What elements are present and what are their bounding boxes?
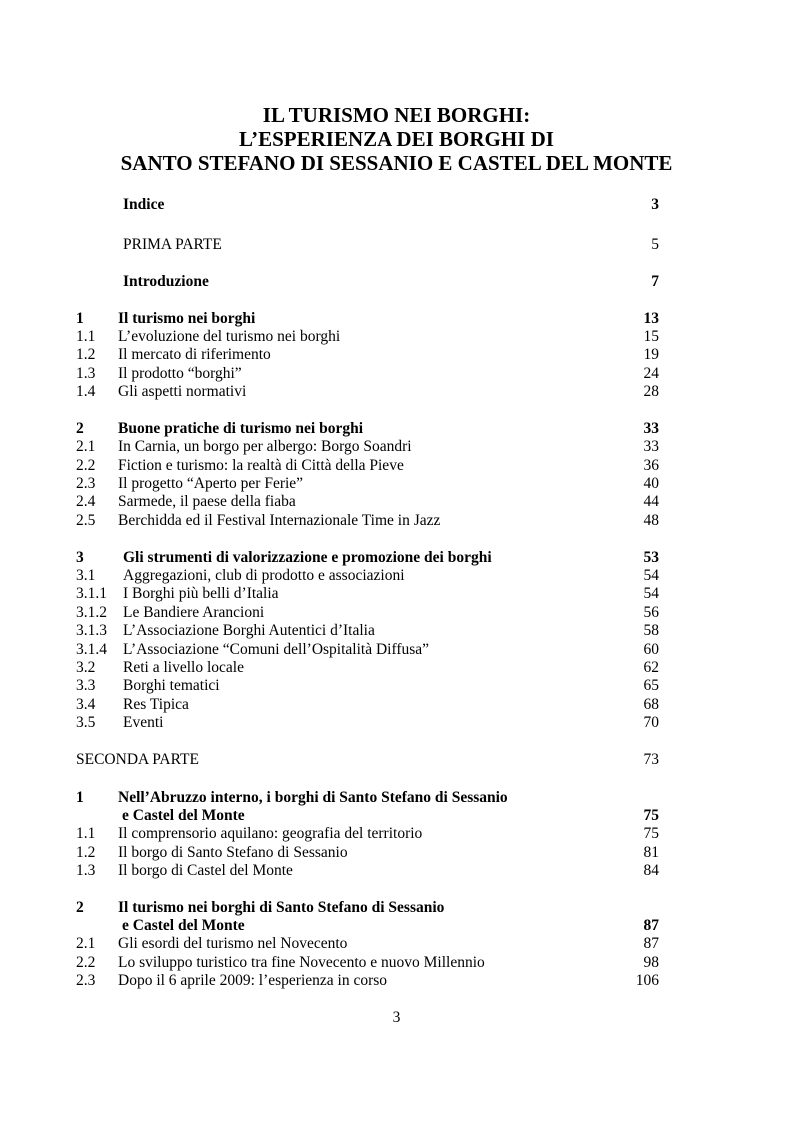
toc-entry[interactable] [0, 492, 793, 511]
toc-entry[interactable] [0, 695, 793, 714]
toc-entry[interactable] [0, 971, 793, 990]
toc-title: L’Associazione Borghi Autentici d’Italia [123, 622, 375, 639]
toc-number: 1 [76, 789, 84, 806]
toc-title: Le Bandiere Arancioni [123, 604, 265, 621]
toc-number: 2.4 [76, 493, 96, 510]
toc-title: Res Tipica [123, 696, 189, 713]
toc-page: 5 [651, 236, 659, 253]
toc-entry[interactable] [0, 603, 793, 622]
toc-entry[interactable] [0, 511, 793, 530]
toc-title: Indice [123, 196, 165, 213]
toc-page: 65 [643, 677, 659, 694]
toc-number: 3.2 [76, 659, 96, 676]
toc-page: 62 [643, 659, 659, 676]
toc-number: 2.3 [76, 972, 96, 989]
toc-title: Reti a livello locale [123, 659, 244, 676]
toc-number: 1.2 [76, 346, 96, 363]
toc-part2-chapter-1[interactable] [0, 788, 793, 807]
toc-title: Il borgo di Castel del Monte [118, 862, 293, 879]
toc-entry-seconda-parte[interactable] [0, 750, 793, 769]
toc-page: 24 [643, 365, 659, 382]
toc-title: Introduzione [123, 273, 209, 290]
toc-entry[interactable] [0, 566, 793, 585]
toc-title: Eventi [123, 714, 164, 731]
toc-title: Borghi tematici [123, 677, 220, 694]
toc-page: 87 [643, 935, 659, 952]
toc-title: PRIMA PARTE [123, 236, 222, 253]
toc-number: 3.1.4 [76, 641, 107, 658]
toc-page: 75 [643, 807, 659, 824]
toc-page: 53 [643, 549, 659, 566]
toc-entry[interactable] [0, 676, 793, 695]
toc-page: 54 [643, 567, 659, 584]
doc-title-line-2: L’ESPERIENZA DEI BORGHI DI [239, 127, 554, 151]
toc-entry[interactable] [0, 437, 793, 456]
toc-title: Fiction e turismo: la realtà di Città della Pieve [118, 457, 404, 474]
toc-title: Gli esordi del turismo nel Novecento [118, 935, 348, 952]
toc-page: 73 [643, 751, 659, 768]
toc-page: 106 [635, 972, 659, 989]
toc-title: Il mercato di riferimento [118, 346, 271, 363]
toc-page: 19 [643, 346, 659, 363]
toc-title: L’Associazione “Comuni dell’Ospitalità Diffusa” [123, 641, 430, 658]
toc-page: 13 [643, 310, 659, 327]
toc-page: 7 [651, 273, 659, 290]
toc-number: 3.3 [76, 677, 96, 694]
toc-entry[interactable] [0, 824, 793, 843]
toc-entry-introduzione[interactable] [0, 272, 793, 291]
toc-title: Nell’Abruzzo interno, i borghi di Santo Stefano di Sessanio [118, 789, 508, 806]
toc-page: 40 [643, 475, 659, 492]
toc-title: SECONDA PARTE [76, 751, 199, 768]
toc-entry[interactable] [0, 843, 793, 862]
toc-title: Il turismo nei borghi [118, 310, 256, 327]
toc-title: I Borghi più belli d’Italia [123, 585, 279, 602]
toc-title: Aggregazioni, club di prodotto e associazioni [123, 567, 405, 584]
toc-number: 3 [76, 549, 84, 566]
toc-number: 2.1 [76, 935, 96, 952]
toc-number: 2.2 [76, 954, 96, 971]
toc-number: 1.2 [76, 844, 96, 861]
toc-page: 84 [643, 862, 659, 879]
doc-title-line-3: SANTO STEFANO DI SESSANIO E CASTEL DEL MONTE [120, 151, 673, 175]
toc-title: Il prodotto “borghi” [118, 365, 242, 382]
toc-page: 81 [643, 844, 659, 861]
toc-entry[interactable] [0, 382, 793, 401]
toc-title: e Castel del Monte [122, 807, 245, 824]
toc-title: Berchidda ed il Festival Internazionale Time in Jazz [118, 512, 441, 529]
toc-number: 3.1 [76, 567, 96, 584]
toc-title: Il comprensorio aquilano: geografia del territorio [118, 825, 423, 842]
toc-number: 3.1.3 [76, 622, 107, 639]
toc-title: Gli aspetti normativi [118, 383, 247, 400]
toc-number: 2 [76, 899, 84, 916]
toc-entry[interactable] [0, 640, 793, 659]
toc-title: Sarmede, il paese della fiaba [118, 493, 296, 510]
toc-number: 2.2 [76, 457, 96, 474]
toc-title: Gli strumenti di valorizzazione e promozione dei borghi [123, 549, 492, 566]
toc-page: 33 [643, 420, 659, 437]
toc-number: 2 [76, 420, 84, 437]
toc-part2-chapter-1-cont[interactable] [0, 806, 793, 825]
toc-part2-chapter-2-cont[interactable] [0, 916, 793, 935]
toc-page: 87 [643, 917, 659, 934]
toc-number: 2.1 [76, 438, 96, 455]
toc-title: Il progetto “Aperto per Ferie” [118, 475, 304, 492]
toc-page: 98 [643, 954, 659, 971]
toc-entry-prima-parte[interactable] [0, 235, 793, 254]
toc-part2-chapter-2[interactable] [0, 898, 793, 917]
toc-number: 1.3 [76, 862, 96, 879]
toc-page: 3 [651, 196, 659, 213]
toc-entry[interactable] [0, 345, 793, 364]
toc-page: 75 [643, 825, 659, 842]
toc-entry[interactable] [0, 456, 793, 475]
toc-number: 3.5 [76, 714, 96, 731]
toc-entry[interactable] [0, 327, 793, 346]
toc-number: 1.1 [76, 328, 96, 345]
toc-entry[interactable] [0, 713, 793, 732]
toc-number: 1.1 [76, 825, 96, 842]
toc-number: 2.5 [76, 512, 96, 529]
toc-title: Buone pratiche di turismo nei borghi [118, 420, 364, 437]
toc-title: In Carnia, un borgo per albergo: Borgo Soandri [118, 438, 412, 455]
toc-page: 28 [643, 383, 659, 400]
toc-entry[interactable] [0, 934, 793, 953]
toc-number: 2.3 [76, 475, 96, 492]
toc-title: L’evoluzione del turismo nei borghi [118, 328, 341, 345]
toc-title: Lo sviluppo turistico tra fine Novecento e nuovo Millennio [118, 954, 485, 971]
toc-page: 48 [643, 512, 659, 529]
toc-chapter-1[interactable] [0, 309, 793, 328]
toc-title: e Castel del Monte [122, 917, 245, 934]
toc-entry[interactable] [0, 474, 793, 493]
toc-number: 1.3 [76, 365, 96, 382]
toc-title: Il turismo nei borghi di Santo Stefano di Sessanio [118, 899, 445, 916]
toc-entry[interactable] [0, 658, 793, 677]
toc-page: 44 [643, 493, 659, 510]
toc-page: 58 [643, 622, 659, 639]
toc-number: 3.4 [76, 696, 96, 713]
toc-page: 15 [643, 328, 659, 345]
doc-title-line-1: IL TURISMO NEI BORGHI: [262, 103, 531, 127]
toc-entry[interactable] [0, 953, 793, 972]
toc-entry-indice[interactable] [0, 195, 793, 214]
toc-entry[interactable] [0, 584, 793, 603]
toc-page: 33 [643, 438, 659, 455]
toc-page: 70 [643, 714, 659, 731]
toc-page: 68 [643, 696, 659, 713]
toc-entry[interactable] [0, 861, 793, 880]
toc-number: 3.1.2 [76, 604, 107, 621]
toc-entry[interactable] [0, 364, 793, 383]
toc-number: 1.4 [76, 383, 96, 400]
toc-title: Dopo il 6 aprile 2009: l’esperienza in corso [118, 972, 388, 989]
page-number: 3 [392, 1009, 401, 1026]
toc-page: 54 [643, 585, 659, 602]
toc-entry[interactable] [0, 621, 793, 640]
toc-number: 3.1.1 [76, 585, 107, 602]
toc-page: 56 [643, 604, 659, 621]
toc-number: 1 [76, 310, 84, 327]
toc-page: 60 [643, 641, 659, 658]
toc-title: Il borgo di Santo Stefano di Sessanio [118, 844, 348, 861]
toc-chapter-2[interactable] [0, 419, 793, 438]
toc-chapter-3[interactable] [0, 548, 793, 567]
toc-page: 36 [643, 457, 659, 474]
